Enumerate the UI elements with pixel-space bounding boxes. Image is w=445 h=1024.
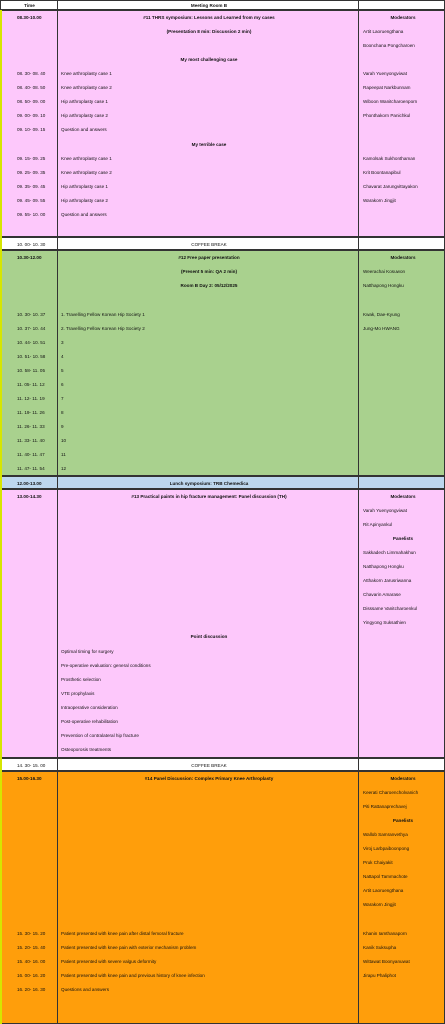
row-time: 09. 45- 09. 55 [17, 198, 46, 203]
moderators-label: Moderators [390, 494, 416, 499]
row-topic: Patient presented with severe valgus deformity [61, 959, 157, 964]
header-room: Meeting Room B [190, 3, 228, 8]
row-topic: 6 [61, 382, 64, 387]
row-speaker: Jung-Mo HWANG [363, 326, 400, 331]
panelist-name: Chavarin Amarase [363, 592, 401, 597]
discussion-point: VTE prophylaxis [61, 691, 95, 696]
session-subtitle: (Present 5 min: QA 2 min) [181, 269, 237, 274]
session-subtitle: Room B Day 2: 05/12/2025 [180, 283, 238, 288]
row-topic: Question and answers [61, 127, 107, 132]
row-time: 16. 20- 16. 30 [17, 987, 46, 992]
moderator-name: Keerati Charoencholvanich [363, 790, 419, 795]
session-11 [0, 10, 445, 237]
moderators-label: Moderators [390, 255, 416, 260]
row-topic: 9 [61, 424, 64, 429]
moderator-name: Boonchana Pongcharoen [363, 43, 415, 48]
row-speaker: Kamolsak Sukhonthaman [363, 156, 416, 161]
row-topic: Hip arthroplasty case 1 [61, 184, 108, 189]
row-speaker: Phonthakorn Panichkul [363, 113, 411, 118]
moderator-name: Varah Yuenyongviwat [363, 508, 408, 513]
row-time: 16. 00- 16. 20 [17, 973, 46, 978]
moderator-name: Piti Rattanaprechavej [363, 804, 407, 809]
session-13 [0, 489, 445, 758]
panelist-name: Yingyong Suksathien [363, 620, 406, 625]
discussion-point: Prosthetic selection [61, 677, 101, 682]
row-time: 11. 12- 11. 19 [17, 396, 45, 401]
row-speaker: Chavarat Jarungvittayakon [363, 184, 418, 189]
lunch-label: Lunch symposium: TRB Chemedica [169, 481, 249, 486]
row-topic: 3 [61, 340, 64, 345]
row-time: 11. 40- 11. 47 [17, 452, 45, 457]
group-title: My most challenging case [180, 57, 238, 62]
panelist-name: Warakorn Jingjit [363, 902, 396, 907]
session-14 [0, 771, 445, 1024]
header-time: Time [24, 3, 35, 8]
session-time: 10.30-12.00 [17, 255, 42, 260]
row-time: 10. 44- 10. 51 [17, 340, 46, 345]
row-time: 11. 47- 11. 54 [17, 466, 45, 471]
panelist-name: Pruk Chaiyakit [363, 860, 393, 865]
row-time: 10. 37- 10. 44 [17, 326, 46, 331]
panelist-name: Natthapong Hongku [363, 564, 404, 569]
row-time: 09. 00- 09. 10 [17, 113, 46, 118]
row-topic: 10 [61, 438, 67, 443]
row-topic: Knee arthroplasty case 1 [61, 71, 112, 76]
discussion-point: Prevention of contralateral hip fracture [61, 733, 139, 738]
row-speaker: Krit Boontanapibul [363, 170, 401, 175]
break-label: COFFEE BREAK [191, 763, 227, 768]
panelists-label: Panelists [392, 818, 414, 823]
row-topic: 8 [61, 410, 64, 415]
row-speaker: Kwak, Dae-Kyung [363, 312, 400, 317]
row-topic: Questions and answers [61, 987, 110, 992]
moderator-name: Natthapong Hongku [363, 283, 404, 288]
row-time: 10. 51- 10. 58 [17, 354, 46, 359]
moderators-label: Moderators [390, 15, 416, 20]
break-label: COFFEE BREAK [191, 242, 227, 247]
session-time: 13.00-14.30 [17, 494, 42, 499]
row-topic: Hip arthroplasty case 2 [61, 113, 108, 118]
group-title: My terrible case [191, 142, 227, 147]
row-topic: Knee arthroplasty case 2 [61, 170, 112, 175]
moderator-name: Weerachai Kosuwon [363, 269, 406, 274]
session-12 [0, 250, 445, 476]
row-speaker: Wiboon Wanitcharoenporn [363, 99, 418, 104]
moderator-name: Rit Apinyankul [363, 522, 393, 527]
row-topic: Knee arthroplasty case 2 [61, 85, 112, 90]
row-topic: 1. Travelling Fellow Korean Hip Society 1 [61, 312, 145, 317]
row-time: 15. 20- 15. 40 [17, 945, 46, 950]
row-topic: Patient presented with knee pain with exterior mechanism problem [61, 945, 197, 950]
row-topic: Hip arthroplasty case 1 [61, 99, 108, 104]
row-time: 11. 05- 11. 12 [17, 382, 45, 387]
session-title: #13 Practical paints in hip fracture management: Panel discussion (TH) [131, 494, 287, 499]
column-divider [358, 0, 359, 1024]
break-time: 14. 30- 15. 00 [17, 763, 46, 768]
row-time: 09. 10- 09. 15 [17, 127, 46, 132]
lunch-time: 12.00-13.00 [17, 481, 42, 486]
session-subtitle: (Presentation 8 min: Discussion 2 min) [166, 29, 252, 34]
row-time: 15. 30- 15. 20 [17, 931, 46, 936]
point-discussion-title: Point discussion [190, 634, 228, 639]
row-topic: Knee arthroplasty case 1 [61, 156, 112, 161]
session-time: 08.30-10.00 [17, 15, 42, 20]
row-speaker: Khanin Iamthanaporn [363, 931, 407, 936]
panelists-label: Panelists [392, 536, 414, 541]
session-title: #11 THRS symposium: Lessons and Learned from my cases [143, 15, 275, 20]
row-topic: Question and answers [61, 212, 107, 217]
row-time: 11. 19- 11. 26 [17, 410, 45, 415]
row-time: 15. 40- 16. 00 [17, 959, 46, 964]
break-time: 10. 00- 10. 30 [17, 242, 46, 247]
discussion-point: Pre-operative evaluation: general conditions [61, 663, 151, 668]
left-edge-accent [0, 10, 2, 1024]
row-topic: Patient presented with knee pain after distal femoral fracture [61, 931, 184, 936]
row-time: 11. 33- 11. 40 [17, 438, 45, 443]
row-time: 08. 40- 08. 50 [17, 85, 46, 90]
row-time: 08. 30- 08. 40 [17, 71, 46, 76]
discussion-point: Intraoperative consideration [61, 705, 118, 710]
row-topic: 12 [61, 466, 67, 471]
panelist-name: Nattapol Tammachote [363, 874, 408, 879]
row-speaker: Kanik Suksupha [363, 945, 397, 950]
moderator-name: Artit Laoruengthana [363, 29, 404, 34]
session-time: 15.00-16.30 [17, 776, 42, 781]
row-speaker: Wittawat Boonyanuwat [363, 959, 410, 964]
panelist-name: Artit Laoruengthana [363, 888, 404, 893]
row-topic: 4 [61, 354, 64, 359]
header-row [0, 0, 445, 10]
row-speaker: Varah Yuenyongviwat [363, 71, 408, 76]
lunch-row [0, 476, 445, 489]
row-time: 09. 25- 09. 35 [17, 170, 46, 175]
column-divider [57, 0, 58, 1024]
row-topic: Patient presented with knee pain and previous history of knee infection [61, 973, 205, 978]
panelist-name: Sakkadech Limmahakhun [363, 550, 416, 555]
moderators-label: Moderators [390, 776, 416, 781]
row-topic: Hip arthroplasty case 2 [61, 198, 108, 203]
row-time: 10. 58- 11. 05 [17, 368, 46, 373]
coffee-break-row [0, 758, 445, 771]
row-time: 08. 50- 09. 00 [17, 99, 46, 104]
row-time: 09. 35- 09. 45 [17, 184, 46, 189]
session-title: #14 Panel Discussion: Complex Primary Knee Arthroplasty [144, 776, 274, 781]
panelist-name: Viroj Larbpaiboonpong [363, 846, 410, 851]
discussion-point: Post-operative rehabilitation [61, 719, 118, 724]
session-title: #12 Free paper presentation [178, 255, 240, 260]
row-time: 10. 30- 10. 37 [17, 312, 46, 317]
row-speaker: Warakorn Jingjit [363, 198, 396, 203]
panelist-name: Atthakorn Jarusriwanna [363, 578, 412, 583]
panelist-name: Disssame Vanitcharoenkul [363, 606, 418, 611]
discussion-point: Osteoporosis treatments [61, 747, 112, 752]
row-topic: 2. Travelling Fellow Korean Hip Society 2 [61, 326, 145, 331]
row-time: 09. 15- 09. 25 [17, 156, 46, 161]
row-speaker: Rapeepat Narkbunnam [363, 85, 411, 90]
row-time: 09. 55- 10. 00 [17, 212, 46, 217]
row-topic: 7 [61, 396, 64, 401]
row-time: 11. 26- 11. 33 [17, 424, 45, 429]
coffee-break-row [0, 237, 445, 250]
row-topic: 5 [61, 368, 64, 373]
row-topic: 11 [61, 452, 66, 457]
panelist-name: Wallob Samranvethya [363, 832, 408, 837]
row-speaker: Jirapu Phaliphot [363, 973, 396, 978]
discussion-point: Optimal timing for surgery [61, 649, 114, 654]
